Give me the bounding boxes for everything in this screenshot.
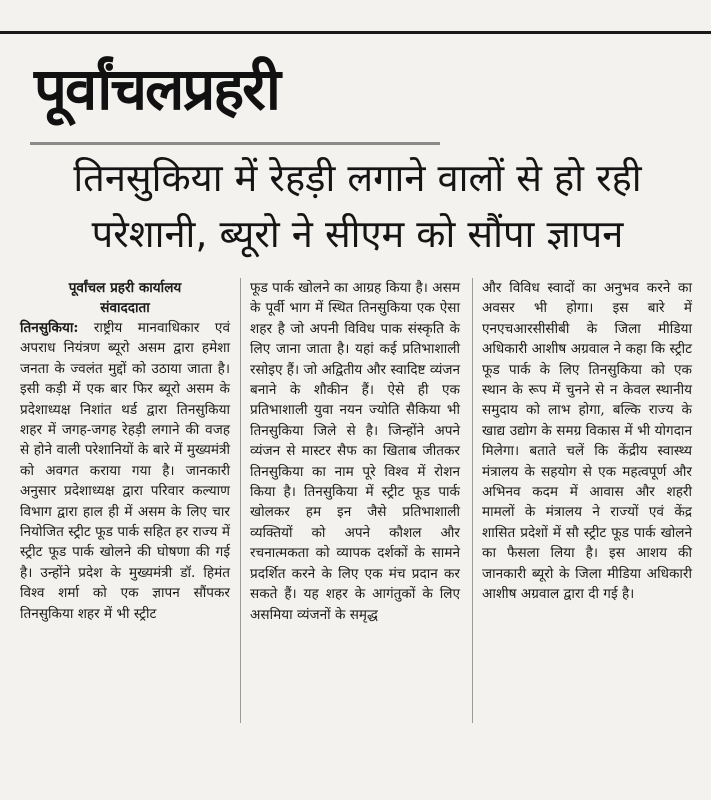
article-text-col2: फूड पार्क खोलने का आग्रह किया है। असम के पूर्वी भाग में स्थित तिनसुकिया एक ऐसा शहर है जो अपनी विविध पाक संस्कृति के लिए जाना जाता है। यहां कई प्रतिभाशाली रसोइए हैं। जो अद्वितीय और स्वादिष्ट व्यंजन बनाने के शौकीन हैं। ऐसे ही एक प्रतिभाशाली युवा नयन ज्योति सैकिया भी तिनसुकिया जिले से है। जिन्होंने अपने व्यंजन से मास्टर सैफ का खिताब जीतकर तिनसुकिया का नाम पूरे विश्व में रोशन किया है। तिनसुकिया में स्ट्रीट फूड पार्क खोलकर हम इन जैसे प्रतिभाशाली व्यक्तियों को अपने कौशल और रचनात्मकता को व्यापक दर्शकों के सामने प्रदर्शित करने के लिए एक मंच प्रदान कर सकते हैं। यह शहर के आगंतुकों के लिए असमिया व्यंजनों के समृद्ध <box>250 280 460 623</box>
article-headline: तिनसुकिया में रेहड़ी लगाने वालों से हो रही परेशानी, ब्यूरो ने सीएम को सौंपा ज्ञापन <box>73 156 642 256</box>
column-divider <box>472 278 473 723</box>
byline <box>20 278 230 318</box>
article-column-3 <box>482 278 692 605</box>
newspaper-masthead: पूर्वांचलप्रहरी <box>34 55 279 123</box>
article-column-2 <box>250 278 460 625</box>
top-border-rule <box>0 31 711 34</box>
byline-office: पूर्वांचल प्रहरी कार्यालय <box>68 280 182 296</box>
article-column-1 <box>20 278 230 624</box>
byline-correspondent: संवाददाता <box>100 300 150 316</box>
masthead-rule <box>30 142 440 145</box>
article-text-col1: राष्ट्रीय मानवाधिकार एवं अपराध नियंत्रण ब्यूरो असम द्वारा हमेशा जनता के ज्वलंत मुद्दों को उठाया जाता है। इसी कड़ी में एक बार फिर ब्यूरो असम के प्रदेशाध्यक्ष निशांत थर्ड द्वारा तिनसुकिया शहर में जगह-जगह रेहड़ी लगाने की वजह से होने वाली परेशानियों के बारे में मुख्यमंत्री को अवगत कराया गया है। जानकारी अनुसार प्रदेशाध्यक्ष द्वारा परिवार कल्याण विभाग द्वारा हाल ही में असम के लिए चार नियोजित स्ट्रीट फूड पार्क सहित हर राज्य में स्ट्रीट फूड पार्क खोलने की घोषणा की गई है। उन्होंने प्रदेश के मुख्यमंत्री डॉ. हिमंत विश्व शर्मा को एक ज्ञापन सौंपकर तिनसुकिया शहर में भी स्ट्रीट <box>20 320 230 622</box>
dateline: तिनसुकिया: <box>20 320 79 336</box>
column-divider <box>240 278 241 723</box>
article-text-col3: और विविध स्वादों का अनुभव करने का अवसर भी होगा। इस बारे में एनएचआरसीसीबी के जिला मीडिया अधिकारी आशीष अग्रवाल ने कहा कि स्ट्रीट फूड पार्क के लिए तिनसुकिया को एक स्थान के रूप में चुनने से न केवल स्थानीय समुदाय को लाभ होगा, बल्कि राज्य के खाद्य उद्योग के समग्र विकास में भी योगदान मिलेगा। बताते चलें कि केंद्रीय स्वास्थ्य मंत्रालय के सहयोग से एक महत्वपूर्ण और अभिनव कदम में आवास और शहरी मामलों के मंत्रालय ने राज्यों एवं केंद्र शासित प्रदेशों में सौ स्ट्रीट फूड पार्क खोलने का फैसला लिया है। इस आशय की जानकारी ब्यूरो के जिला मीडिया अधिकारी आशीष अग्रवाल द्वारा दी गई है। <box>482 280 692 603</box>
